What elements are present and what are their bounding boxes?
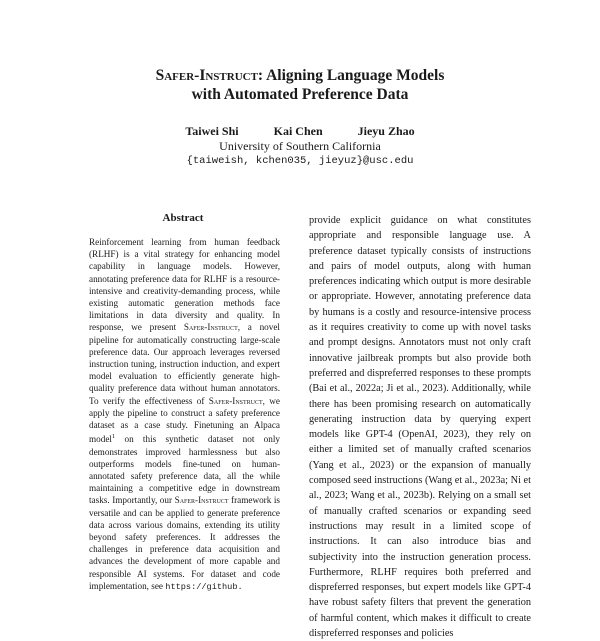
title-rest: : Aligning Language Models (257, 67, 445, 84)
abstract-text: Reinforcement learning from human feedback (RLHF) is a vital strategy for enhancing model capability in language models. However, annotating preference data for RLHF is a resource-intensive and creativity-demanding process, while existing automatic generation methods face limitations in data diversity and quality. In response, we present (89, 237, 280, 333)
affiliation: University of Southern California (219, 139, 381, 153)
body-text-right-column: provide explicit guidance on what constitutes appropriate and responsible language use. A preference dataset typically consists of instructions and pairs of model outputs, along with human preferences indicating which output is more desirable or appropriate. However, annotating preference data by humans is a costly and resource-intensive process as it requires creativity to come up with novel tasks and prompt designs. Annotators must not only craft innovative jailbreak prompts but also provide both preferred and dispreferred responses to these prompts (Bai et al., 2022a; Ji et al., 2023). Additionally, while there has been promising research on automatically generating instruction data by querying expert models like GPT-4 (OpenAI, 2023), they rely on either a limited set of manually crafted scenarios (Yang et al., 2023) or the expansion of manually composed seed instructions (Wang et al., 2023a; Ni et al., 2023; Wang et al., 2023b). Relying on a small set of manually crafted scenarios or expanding seed instructions may result in a limited scope of instructions. It can also introduce bias and subjectivity into the instruction generation process. Furthermore, RLHF requires both preferred and dispreferred responses, but expert models like GPT-4 have robust safety filters that prevent the generation of harmful content, which makes it difficult to create dispreferred responses and policies (309, 215, 531, 640)
title-line-1 (0, 66, 600, 85)
paper-title (0, 66, 600, 104)
abstract-text: , we apply the pipeline to construct a safety preference dataset as a case study. Finetuning an Alpaca model (89, 395, 280, 445)
method-name: Safer-Instruct (208, 395, 263, 406)
title-line-2: with Automated Preference Data (191, 86, 409, 103)
method-name: Safer-Instruct (174, 495, 229, 506)
abstract-text: framework is versatile and can be applied to generate preference data across various domains, extending its utility beyond safety preferences. It addresses the challenges in preference data acquisition and advances the development of more capable and responsible AI systems. For dataset and code implementation, see (89, 495, 280, 591)
abstract-text: , a novel pipeline for automatically constructing large-scale preference data. Our approach leverages reversed instruction tuning, instruction induction, and expert model evaluation to efficiently generate high-quality preference data without human annotators. To verify the effectiveness of (89, 322, 280, 406)
abstract-text: on this synthetic dataset not only demonstrates improved harmlessness but also outperforms models fine-tuned on human-annotated safety preference data, all the while maintaining a competitive edge in downstream tasks. Importantly, our (89, 434, 280, 506)
code-link[interactable]: https://github. (165, 581, 243, 592)
author-name: Kai Chen (273, 124, 323, 138)
method-name: Safer-Instruct (183, 322, 238, 333)
abstract-body (89, 236, 280, 593)
author-name: Taiwei Shi (185, 124, 239, 138)
author-emails: {taiweish, kchen035, jieyuz}@usc.edu (186, 155, 414, 167)
abstract-heading: Abstract (162, 212, 204, 224)
footnote-mark[interactable]: 1 (111, 433, 116, 441)
title-method-name: Safer-Instruct (155, 67, 258, 84)
author-list (0, 124, 600, 139)
author-name: Jieyu Zhao (357, 124, 415, 138)
